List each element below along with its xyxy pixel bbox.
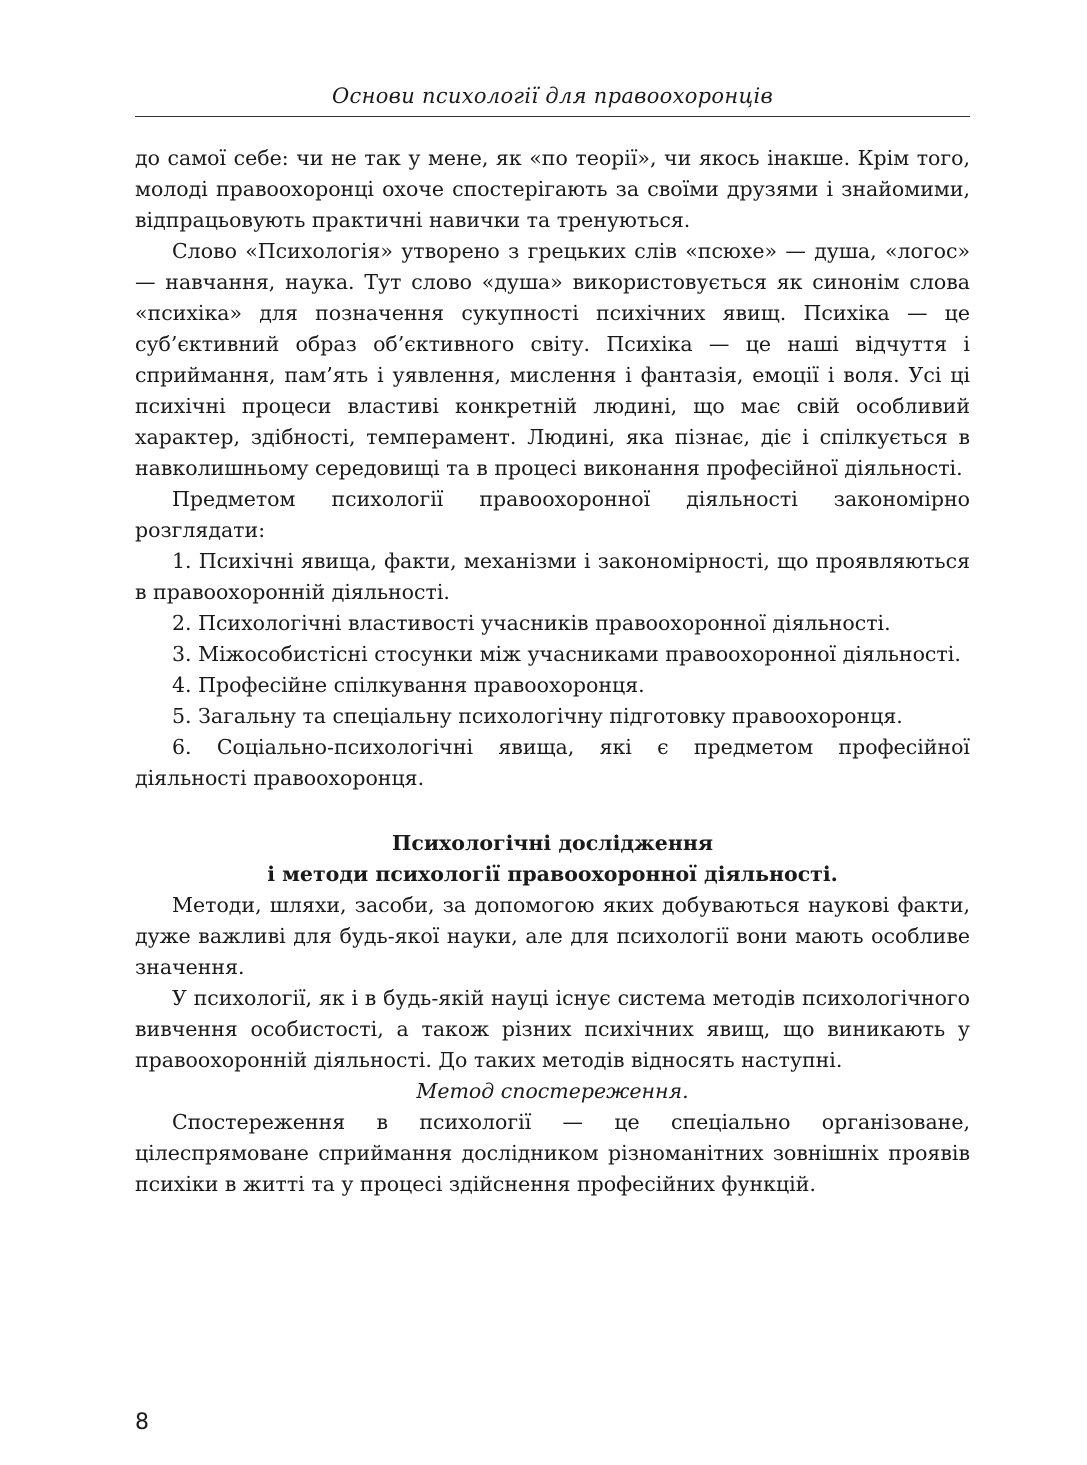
paragraph-continuation: до самої себе: чи не так у мене, як «по теорії», чи якось інакше. Крім того, молоді правоохоронці охоче спостерігають за своїми друзями і знайомими, відпрацьовують практичні навички та тренуються. bbox=[135, 146, 970, 232]
running-header: Основи психології для правоохоронців bbox=[332, 84, 773, 108]
list-item-subject-4: 4. Професійне спілкування правоохоронця. bbox=[172, 673, 645, 697]
list-item-subject-3: 3. Міжособистісні стосунки між учасниками правоохоронної діяльності. bbox=[172, 642, 961, 666]
paragraph-methods-system: У психології, як і в будь-якій науці існує система методів психологічного вивчення особистості, а також різних психічних явищ, що виникають у правоохоронній діяльності. До таких методів відносять наступні. bbox=[135, 986, 970, 1072]
page-body bbox=[135, 143, 970, 1200]
section-title bbox=[135, 828, 970, 890]
header-rule bbox=[135, 116, 970, 117]
list-item-subject-5: 5. Загальну та спеціальну психологічну підготовку правоохоронця. bbox=[172, 704, 903, 728]
paragraph-subject-intro: Предметом психології правоохоронної діяльності закономірно розглядати: bbox=[135, 487, 970, 542]
paragraph-methods-importance: Методи, шляхи, засоби, за допомогою яких добуваються наукові факти, дуже важливі для будь-якої науки, але для психології вони мають особливе значення. bbox=[135, 893, 970, 979]
section-title-line-2: і методи психології правоохоронної діяльності. bbox=[267, 862, 838, 886]
list-item-subject-6: 6. Соціально-психологічні явища, які є предметом професійної діяльності правоохоронця. bbox=[135, 735, 970, 790]
paragraph-psychology-definition: Слово «Психологія» утворено з грецьких слів «псюхе» — душа, «логос» — навчання, наука. Тут слово «душа» використовується як синонім слова «психіка» для позначення сукупності психічних явищ. Психіка — це суб’єктивний образ об’єктивного світу. Психіка — це наші відчуття і сприймання, пам’ять і уявлення, мислення і фантазія, емоції і воля. Усі ці психічні процеси властиві конкретній людині, що має свій особливий характер, здібності, темперамент. Людині, яка пізнає, діє і спілкується в навколишньому середовищі та в процесі виконання професійної діяльності. bbox=[135, 239, 970, 480]
list-item-subject-1: 1. Психічні явища, факти, механізми і закономірності, що проявляються в правоохоронній діяльності. bbox=[135, 549, 970, 604]
page-number: 8 bbox=[135, 1410, 149, 1435]
section-title-line-1: Психологічні дослідження bbox=[392, 831, 713, 855]
paragraph-observation-definition: Спостереження в психології — це спеціально організоване, цілеспрямоване сприймання дослідником різноманітних зовнішніх проявів психіки в житті та у процесі здійснення професійних функцій. bbox=[135, 1110, 970, 1196]
list-item-subject-2: 2. Психологічні властивості учасників правоохоронної діяльності. bbox=[172, 611, 891, 635]
subsection-title: Метод спостереження. bbox=[416, 1079, 689, 1103]
